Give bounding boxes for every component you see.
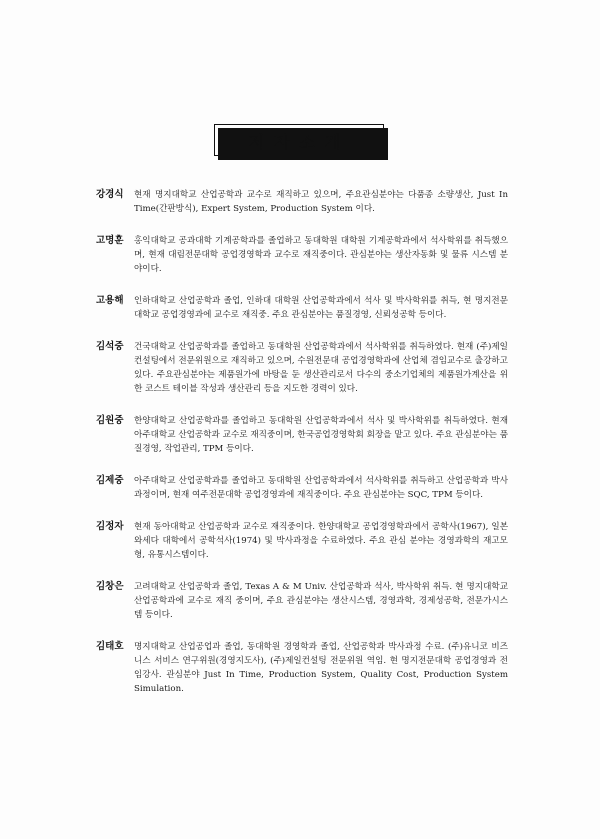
author-bio: 고려대학교 산업공학과 졸업, Texas A & M Univ. 산업공학과 석사, 박사학위 취득. 현 명지대학교 산업공학과에 교수로 재직 중이며, 주요 관심분야는 생산시스템, 경영과학, 경제성공학, 전문가시스템 등이다. <box>134 582 508 620</box>
author-name: 김석중 <box>96 341 124 352</box>
author-bio: 홍익대학교 공과대학 기계공학과를 졸업하고 동대학원 대학원 기계공학과에서 석사학위를 취득했으며, 현재 대림전문대학 공업경영학과 교수로 재직중이다. 관심분야는 생산자동화 및 물류 시스템 분야이다. <box>134 236 508 274</box>
author-name: 김태호 <box>96 641 124 652</box>
author-bio: 아주대학교 산업공학과를 졸업하고 동대학원 산업공학과에서 석사학위를 취득하고 산업공학과 박사과정이며, 현재 여주전문대학 공업경영과에 재직중이다. 주요 관심분야는 SQC, TPM 등이다. <box>134 476 508 500</box>
author-entry <box>96 414 508 456</box>
author-name: 고명훈 <box>96 235 124 246</box>
author-entry <box>96 234 508 276</box>
author-bio: 건국대학교 산업공학과를 졸업하고 동대학원 산업공학과에서 석사학위를 취득하였다. 현재 (주)제일컨설팅에서 전문위원으로 재직하고 있으며, 수원전문대 공업경영학과에 산업체 겸임교수로 출강하고 있다. 주요관심분야는 제품원가에 바탕을 둔 생산관리로서 다수의 중소기업체의 제품원가계산을 위한 코스트 테이블 작성과 생산관리 등을 지도한 경력이 있다. <box>134 342 508 394</box>
author-name: 강경식 <box>96 189 124 200</box>
author-name: 고용해 <box>96 295 124 306</box>
author-bio: 인하대학교 산업공학과 졸업, 인하대 대학원 산업공학과에서 석사 및 박사학위를 취득, 현 명지전문대학교 공업경영과에 교수로 재직중. 주요 관심분야는 품질경영, 신뢰성공학 등이다. <box>134 296 508 320</box>
author-entry <box>96 640 508 696</box>
author-name: 김창은 <box>96 581 124 592</box>
author-entry <box>96 520 508 562</box>
author-bio: 현재 동아대학교 산업공학과 교수로 재직중이다. 한양대학교 공업경영학과에서 공학사(1967), 일본와세다 대학에서 공학석사(1974) 및 박사과정을 수료하였다. 주요 관심 분야는 경영과학의 재고모형, 유통시스템이다. <box>134 522 508 560</box>
author-entry <box>96 474 508 502</box>
author-name: 김제중 <box>96 475 124 486</box>
author-entry <box>96 340 508 396</box>
author-name: 김정자 <box>96 521 124 532</box>
author-bio: 한양대학교 산업공학과를 졸업하고 동대학원 산업공학과에서 석사 및 박사학위를 취득하였다. 현재 아주대학교 산업공학과 교수로 재직중이며, 한국공업경영학회 회장을 맡고 있다. 주요 관심분야는 품질경영, 작업관리, TPM 등이다. <box>134 416 508 454</box>
author-list <box>96 188 508 714</box>
author-entry <box>96 580 508 622</box>
author-bio: 현재 명지대학교 산업공학과 교수로 재직하고 있으며, 주요관심분야는 다품종 소량생산, Just In Time(간판방식), Expert System, Production System 이다. <box>134 190 508 214</box>
page-title: 저자소개 <box>214 124 384 156</box>
author-entry <box>96 188 508 216</box>
author-bio: 명지대학교 산업공업과 졸업, 동대학원 경영학과 졸업, 산업공학과 박사과정 수료. (주)유니코 비즈니스 서비스 연구위원(경영지도사), (주)제일컨설팅 전문위원 역임. 현 명지전문대학 공업경영과 전임강사. 관심분야 Just In Time, Production System, Quality Cost, Production System Simulation. <box>134 642 508 694</box>
author-entry <box>96 294 508 322</box>
author-name: 김원중 <box>96 415 124 426</box>
